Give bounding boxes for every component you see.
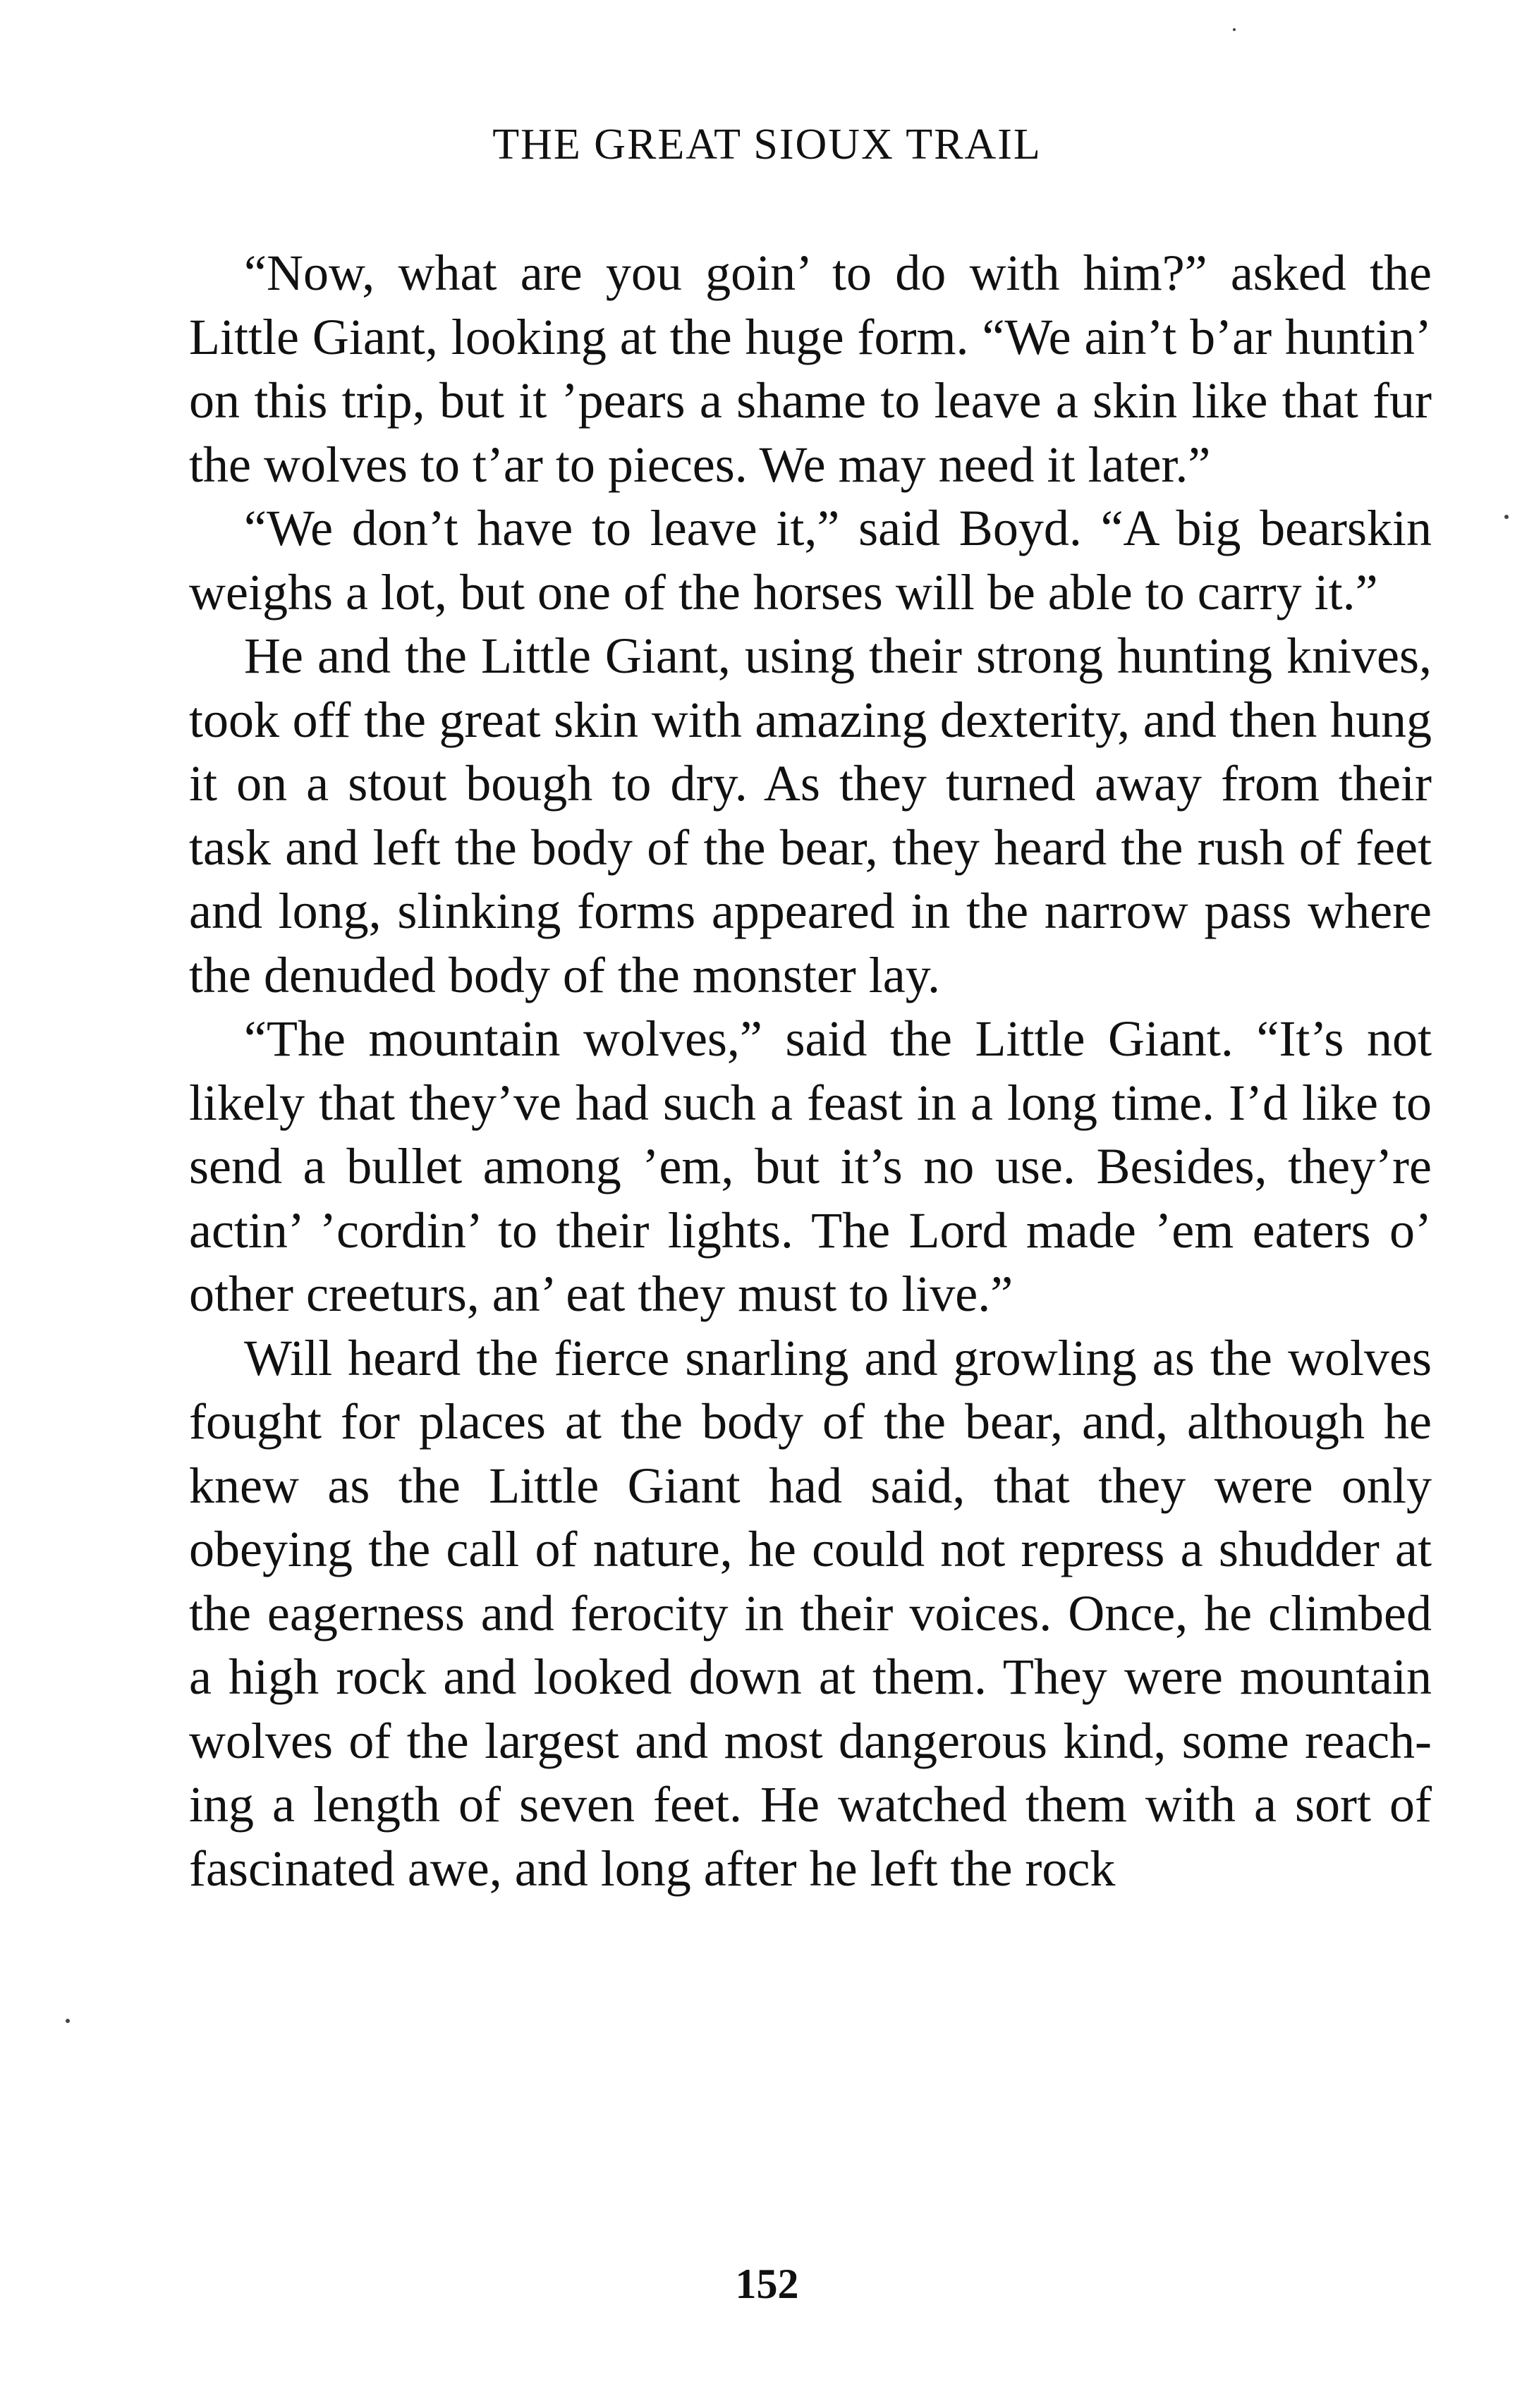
paper-speck [1504,515,1509,519]
running-head: THE GREAT SIOUX TRAIL [492,121,1042,169]
body-text [189,241,1432,1900]
paper-speck [1233,28,1236,31]
page-number: 152 [735,2261,799,2307]
paragraph: He and the Little Giant, using their strong hunting knives, took off the great skin with amazing dexterity, and then hung it on a stout bough to dry. As they turned away from their task and left the body of the bear, they heard the rush of feet and long, slinking forms appeared in the narrow pass where the denuded body of the monster lay. [189,628,1432,1003]
paragraph: “We don’t have to leave it,” said Boyd. “A big bearskin weighs a lot, but one of the horses will be able to carry it.” [189,500,1432,621]
paragraph: “Now, what are you goin’ to do with him?” asked the Little Giant, looking at the huge form. “We ain’t b’ar huntin’ on this trip, but it ’pears a shame to leave a skin like that fur the wolves to t’ar to pieces. We may need it later.” [189,245,1432,493]
paragraph: Will heard the fierce snarling and growling as the wolves fought for places at the body of the bear, and, although he knew as the Little Giant had said, that they were only obeying the call of nature, he could not repress a shudder at the eagerness and ferocity in their voices. Once, he climbed a high rock and looked down at them. They were mountain wolves of the largest and most dangerous kind, some reach-ing a length of seven feet. He watched them with a sort of fascinated awe, and long after he left the rock [189,1329,1432,1897]
paragraph: “The mountain wolves,” said the Little Giant. “It’s not likely that they’ve had such a feast in a long time. I’d like to send a bullet among ’em, but it’s no use. Besides, they’re actin’ ’cordin’ to their lights. The Lord made ’em eaters o’ other creeturs, an’ eat they must to live.” [189,1010,1432,1322]
paper-speck [66,2019,70,2023]
